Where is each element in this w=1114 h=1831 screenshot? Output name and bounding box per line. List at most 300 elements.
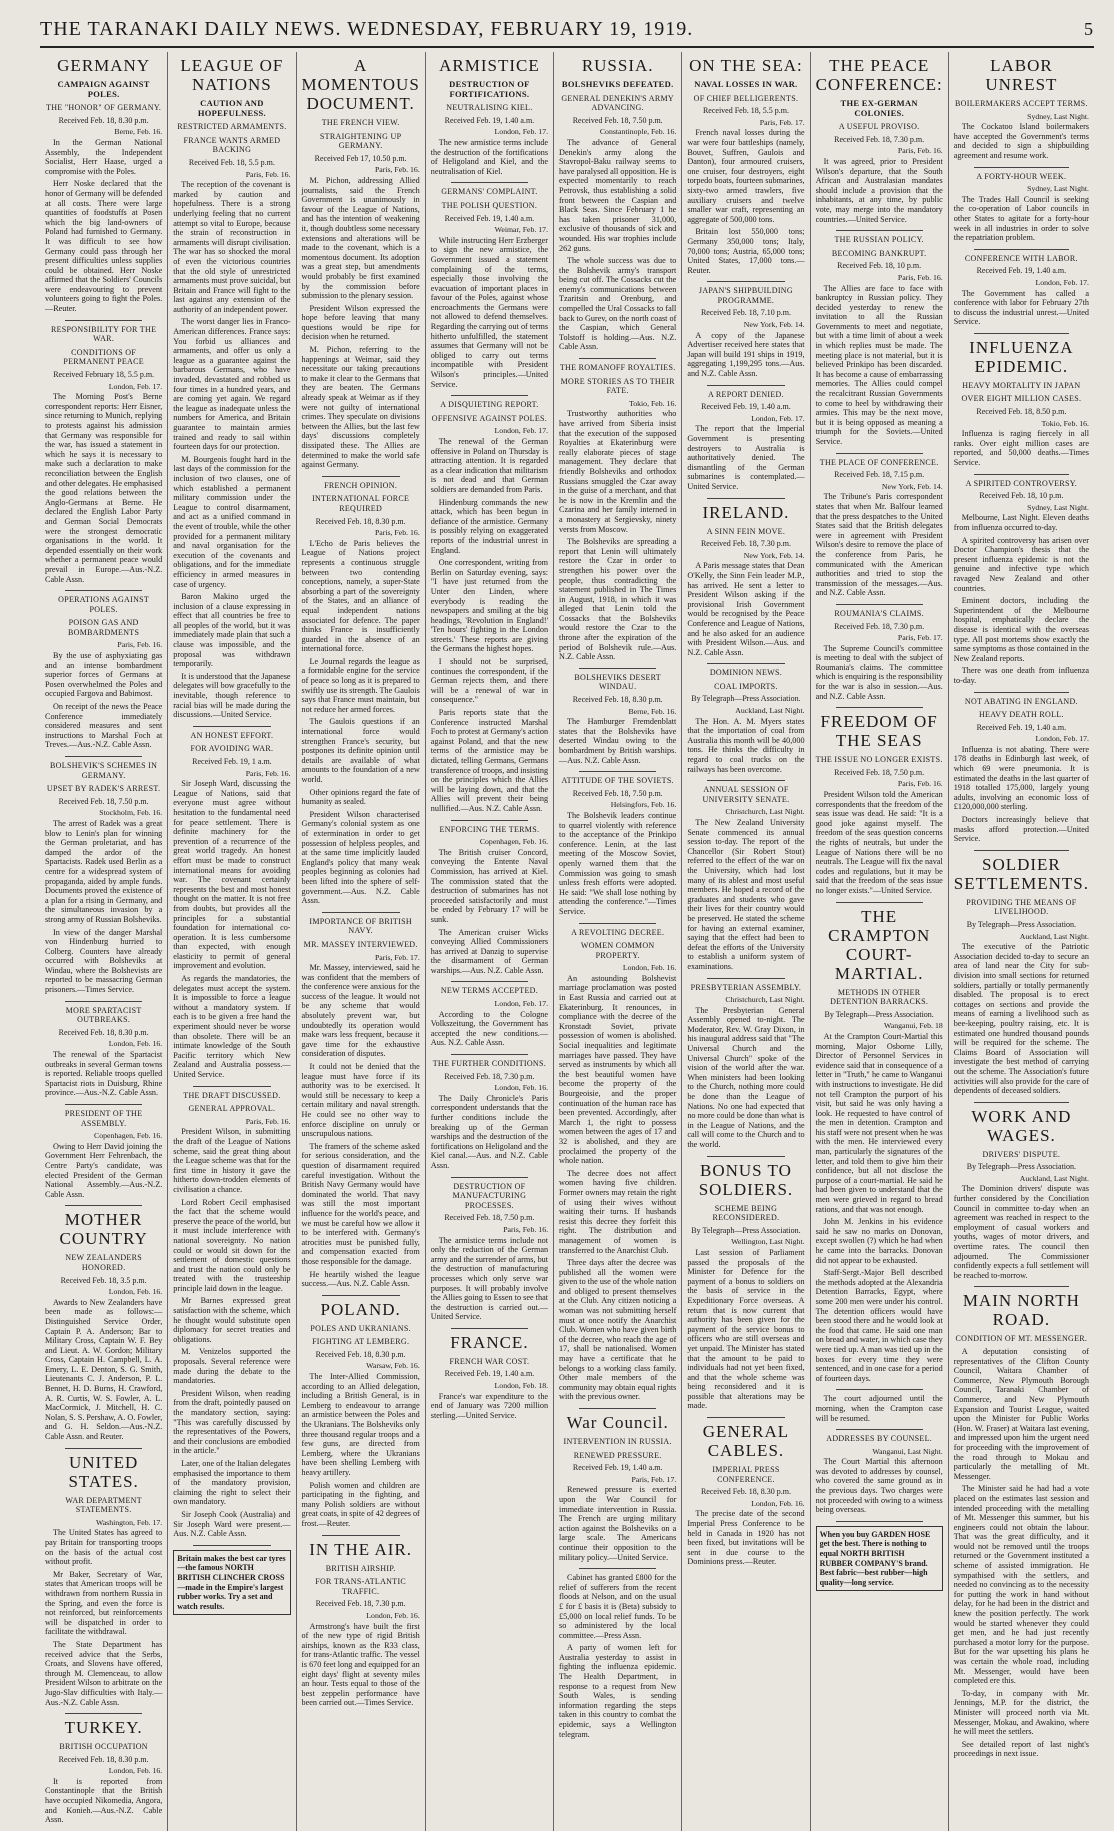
paragraph: In view of the danger Marshal von Hindenburg hurried to Colberg. Counters have already occurred with Bolsheviks at Windau, where the Bolshevists are reported to be massacring German prisoners.—Times Service. [45,927,163,995]
received-line: Received Feb. 18, 7.30 p.m. [834,134,925,144]
newspaper-columns [40,52,1094,1825]
paragraph: It is reported from Constantinople that the British have occupied Nikomedia, Angora, and Konieh.—Aus.-N.Z. Cable Assn. [45,1776,163,1825]
advertisement: When you buy GARDEN HOSE get the best. There is nothing to equal NORTH BRITISH RUBBER COMPANY'S brand. Best fabric—best rubber—high quality—long service. [816,1526,943,1592]
paragraph: Doctors increasingly believe that masks afford protection.—United Service. [953,815,1089,844]
column-7 [811,52,949,1831]
article-section-heading: A SPIRITED CONTROVERSY. [965,478,1078,488]
paragraph: On receipt of the news the Peace Conference immediately considered measures and sent instructions to Marshal Foch at Treves.—Aus.-N.Z. Cable Assn. [45,702,163,750]
dateline: Paris, Feb. 17. [374,952,420,962]
advertisement: Britain makes the best car tyres—the famous NORTH BRITISH CLINCHER CROSS—made in the Empire's largest rubber works. Try a set and watch results. [173,1550,290,1616]
article [45,1718,162,1825]
article-section-heading: OF CHIEF BELLIGERENTS. [693,93,799,103]
article-section-heading: PRESIDENT OF THE ASSEMBLY. [64,1109,143,1128]
article [431,187,548,389]
separator-rule [974,167,1069,168]
paragraph: The Supreme Council's committee is meeting to deal with the subject of Roumania's claims. The committee which is enquiring is the responsibility for the war is also in session.—Aus. and N.Z. Cable Assn. [815,643,943,701]
paragraph: The United States has agreed to pay Britain for transporting troops on the basis of the actual cost without profit. [45,1528,163,1567]
article [816,1526,943,1592]
article [302,56,420,470]
received-line: Received Feb. 18, 7.50 p.m. [444,1213,535,1223]
article-section-subheading: THE POLISH QUESTION. [441,200,538,210]
paragraph: Mr Baker, Secretary of War, states that American troops will be withdrawn from northern Russia in the Spring, and even the force is not reinforced, but reinforcements will be dispatched in order to facilitate the withdrawal. [45,1569,163,1637]
page-number: 5 [1084,19,1094,39]
dateline: Sydney, Last Night. [1027,502,1089,512]
article-subheadline: NAVAL LOSSES IN WAR. [694,79,798,89]
paragraph: The Inter-Allied Commission, according to an Allied delegation, including a British General, is in Lemberg to endeavour to arrange an armistice between the Poles and the Ukranians. The Bolsheviks only three thousand regular troops and a few guns, are directed from Lemberg, where the Ukranians have been shelling Lemberg with heavy artillery. [301,1372,420,1477]
dateline: Warsaw, Feb. 16. [366,1361,420,1371]
separator-rule [65,1448,142,1449]
separator-rule [836,902,923,903]
article [559,1413,676,1562]
article [559,928,676,1403]
dateline: Helsingfors, Feb. 16. [610,800,677,810]
dateline: London, Feb. 16. [366,1610,420,1620]
article-section-heading: CONDITION OF MT. MESSENGER. [955,1334,1088,1344]
article-section-subheading: COAL IMPORTS. [714,681,778,691]
dateline: New York, Feb. 14. [743,550,805,560]
paragraph: The reception of the covenant is marked by caution and hopefulness. There is a strong underlying feeling that no current attempt so vital to Europe, because the strain of reconstruction in armaments will disrupt civilisation. The war has so shocked the moral of even the victorious countries that the old style of unrestricted armaments must prove suicidal, but Britain and France will fight to the last against any extension of the authority of an independent power. [173,180,291,314]
received-line: By Telegraph—Press Association. [966,1162,1077,1172]
paragraph: The Daily Chronicle's Paris correspondent understands that the further conditions include the breaking up of the German warships and the destruction of the fortifications on Heligoland and the Kiel canal.—Aus. and N.Z. Cable Assn. [430,1093,549,1170]
paragraph: The Allies are face to face with bankruptcy in Russian policy. They decided yesterday to renew the invitation to all the Russian Governments to meet and negotiate, but with a time limit of about a week in which replies must be made. The meeting place is not material, but it is believed Prinkipo has been discarded. It has become a cause of embarrassing memories. The Allies could compel the recalcitrant Russian Governments to come to heel by withdrawing their armies. This may be the next move, but it is being opposed as meaning a triumph for the Soviets.—United Service. [815,283,943,446]
separator-rule [974,333,1069,334]
article-headline: UNITED STATES. [68,1452,139,1491]
received-line: Received Feb. 18, 7.30 p.m. [834,621,925,631]
masthead-title: THE TARANAKI DAILY NEWS. WEDNESDAY, FEBRUARY 19, 1919. [40,18,694,40]
received-line: Received Feb. 19, 1.40 a.m. [444,1369,535,1379]
paragraph: The Hamburger Fremdenblatt states that the Bolsheviks have deserted Windau owing to the bombardment by British warships.—Aus. N.Z. Cable Assn. [559,717,677,765]
article-section-subheading: GENERAL APPROVAL. [188,1104,276,1114]
article-section-subheading: MORE STORIES AS TO THEIR FATE. [560,376,675,396]
paragraph: At the Crampton Court-Martial this morning, Major Osborne Lilly, Director of Personnel Services in evidence said that in consequence of a letter in "Truth," he came to Wanganui with instructions to investigate. He did not tell Crampton the purport of his visit, but said he was only having a look. He requested to have control of the men in detention. Crampton and his staff were not present when he was with the men. He interviewed every man, particularly the signatures of the letter, and told them to give him their confidence, but all not disclose the purpose of a court-martial. He said he had been given to understand that the men were grieved in regard to bread rations, and that was not enough. [815,1031,943,1214]
dateline: London, Feb. 17. [494,127,549,137]
received-line: Received Feb. 18, 5.5 p.m. [702,106,789,116]
article-section-heading: ENFORCING THE TERMS. [439,824,540,834]
separator-rule [836,1429,923,1430]
separator-rule [65,590,142,591]
separator-rule [707,498,784,499]
separator-rule [579,668,656,669]
paragraph: The armistice terms include not only the reduction of the German army and the surrender of arms, but the destruction of manufacturing processes which only serve war purposes. It will probably involve the Allies going to Essen to see that the destruction is carried out.—United Service. [430,1235,549,1322]
dateline: Christchurch, Last Night. [725,995,805,1005]
paragraph: The Bolsheviks are spreading a report that Lenin will ultimately restore the Czar in order to strengthen his power over the people, thus contradicting the statement published in The Times in August, 1918, in which it was alleged that Lenin told the Cossacks that the Bolsheviks would restore the Czar to the throne after the expiration of the period of Bolshevik rule.—Aus. N.Z. Cable Assn. [559,537,677,662]
article-section-heading: BRITISH OCCUPATION [59,1742,148,1752]
paragraph: Staff-Sergt.-Major Bell described the methods adopted at the Alexandria Detention Barracks, Egypt, where some 200 men were under his control. The detention officers would have been stood there and he would look at the food that came. He said one man on bread and water, in which case they were tied up. A man was tied up in the boxes for every time they were sentenced, and in one case for a period of fourteen days. [815,1268,943,1383]
article-section-heading: A USEFUL PROVISO. [838,122,920,132]
dateline: London, Feb. 16. [751,1498,805,1508]
article [687,983,804,1150]
separator-rule [322,1295,400,1296]
paragraph: The Trades Hall Council is seeking the co-operation of Labor councils in other States to agitate for a forty-hour week in all industries in order to solve the repatriation problem. [953,194,1089,243]
article-section-heading: OPERATIONS AGAINST POLES. [58,595,150,614]
separator-rule [322,1535,400,1536]
separator-rule [707,1156,784,1157]
article-headline: LABOR UNREST [985,56,1058,94]
separator-rule [65,1205,142,1206]
article-headline: WORK AND WAGES. [971,1106,1072,1145]
separator-rule [65,1713,142,1714]
separator-rule [836,1521,923,1522]
separator-rule [707,281,784,282]
paragraph: Owing to Herr David joining the Government Herr Fehrenbach, the Centre Party's candidate, was elected President of the German National Assembly.—Aus.-N.Z. Cable Assn. [45,1141,163,1199]
paragraph: He heartily wished the league success.—Aus. N.Z. Cable Assn. [301,1269,420,1289]
separator-rule [974,249,1069,250]
paragraph: The Minister said he had had a vote placed on the estimates last session and intended proceeding with the metalling of Mt. Messenger this summer, but his engineers could not obtain the labour. That was the great difficulty, and it would not be removed until the troops returned or the Government instituted a scheme of assisted immigration. He sympathised with the settlers, and needed no convincing as to the necessity for putting the work in hand without delay, for he had been in the district and knew the position perfectly. The work would be started whenever they could get men, and he had just recently purchased a motor lorry for the purpose. But for the war upsetting his plans he was certain the whole road, including Mt. Messenger, would have been completed ere this. [953,1484,1089,1686]
dateline: Weimar, Feb. 17. [494,225,549,235]
article-section-heading: GERMANS' COMPLAINT. [441,187,538,197]
separator-rule [451,1054,528,1055]
article-section-heading: INTERVENTION IN RUSSIA. [563,1437,672,1446]
separator-rule [451,395,528,396]
article [302,1300,420,1529]
received-line: Received Feb. 19, 1.40 a.m. [976,722,1067,732]
article-section-heading: PRESBYTERIAN ASSEMBLY. [690,982,802,992]
paragraph: President Wilson told the American correspondents that the freedom of the seas issue was dead. He said: "It is a good joke against myself. The freedom of the seas question concerns the rights of neutrals, but under the League of Nations there will be no neutrals. The League will fix the naval codes and regulations, but it may be said that the freedom of the seas issue no longer exists."—United Service. [815,790,943,895]
article-section-heading: PROVIDING THE MEANS OF LIVELIHOOD. [966,897,1077,917]
article [816,907,943,1384]
dateline: Wanganui, Last Night. [872,1446,943,1456]
paragraph: An astounding Bolshevist marriage proclamation was posted in East Russia and carried out at Ekaterinburg. It renounces, in compliance with the decree of the Kronstadt Soviet, private possession of women is abolished. Social inequalities and legitimate marriages have passed. They have served as instruments by which all the best beautiful women have become the property of the Bourgeoisie, and the proper continuation of the human race has been prevented. Accordingly, after March 1, the right to possess women between the ages of 17 and 32 is abolished, and they are proclaimed the property of the whole nation. [559,973,677,1166]
paragraph: M. Bourgeois fought hard in the last days of the commission for the inclusion of two clauses, one of which established a permanent military commission under the League to control disarmament, and act as a unified command in the event of trouble, while the other provided for a permanent military and naval organisation for the execution of the covenants and obligations, and for the immediate efficiency in armed measures in case of urgency. [173,454,291,589]
paragraph: The Hon. A. M. Myers states that the importation of coal from Australia this month will be 40,000 tons. He thinks the difficulty in regard to coal trucks on the railways has been overcome. [687,716,805,774]
article [302,481,420,906]
article-section-heading: MORE SPARTACIST OUTBREAKS. [65,1005,142,1025]
column-2 [168,52,296,1831]
paragraph: The renewal of the German offensive in Poland on Thursday is attracting attention. It is regarded as a clear indication that militarism is not dead and that German soldiers are demanded from Paris. [430,437,549,494]
paragraph: Cabinet has granted £800 for the relief of sufferers from the recent floods at Nelson, and on the usual £ for £ basis it is (Beta) subsidy to £5,000 on local relief funds. To be so administered by the local committee.—Press Assn. [559,1573,677,1640]
paragraph: M. Pichon, referring to the happenings at Weimar, said they necessitate our taking precautions to make it clear to the Germans that they are beaten. The Germans already speak at Weimar as if they were not guilty of international crimes. They speculate on divisions between the Allies, but the last few days' discussions completely dissipated these. The Allies are determined to make the world safe against Germany. [301,345,420,470]
paragraph: A party of women left for Australia yesterday to assist in fighting the influenza epidemic. The Health Department, in response to a request from New South Wales, is sending information regarding the steps taken in this country to combat the epidemic, says a Wellington telegram. [559,1643,677,1739]
paragraph: The framers of the scheme asked for serious consideration, and the question of disarmament required careful investigation. Without the British Navy Germany would have dominated the world. That navy was still the most important influence for the world's peace, and we must be careful how we allow it to be interfered with. Germany's atrocities must be punished fully, and compensation exacted from those responsible for the damage. [301,1141,420,1266]
separator-rule [974,1286,1069,1287]
article [954,172,1089,243]
separator-rule [65,1001,142,1002]
dateline: London, Feb. 16. [494,1083,549,1093]
article-section-heading: THE "HONOR" OF GERMANY. [46,103,162,113]
paragraph: The precise date of the second Imperial Press Conference to be held in Canada in 1920 has not been fixed, but invitations will be sent in due course to the Dominions press.—Reuter. [687,1509,805,1567]
paragraph: The Government has called a conference with labor for February 27th to discuss the industrial unrest.—United Service. [953,288,1089,327]
article-section-heading: A DISQUIETING REPORT. [440,400,539,410]
paragraph: Mr Barnes expressed great satisfaction with the scheme, which he thought would substitute open diplomacy for secret treaties and obligations. [173,1296,291,1344]
paragraph: Polish women and children are participating in the fighting, and many Polish soldiers are without great coats, in spite of 42 degrees of frost.—Reuter. [301,1480,420,1528]
article-section-heading: FRENCH OPINION. [324,480,398,490]
separator-rule [451,182,528,183]
received-line: Received Feb. 18, 7.30 p.m. [315,1599,406,1609]
separator-rule [707,780,784,781]
paragraph: M. Pichon, addressing Allied journalists, said the French Government is unanimously in favour of the League of Nations, and has the intention of weakening it, though doubtless some necessary extensions and alterations will be made to the covenant, which is a momentous document. Its adoption was a great step, but amendments would probably be first examined by the commission before submission to the plenary session. [301,175,420,301]
dateline: Wanganui, Feb. 18 [884,1021,943,1031]
article-subheadline: CAMPAIGN AGAINST POLES. [57,79,150,99]
paragraph: The advance of General Denekin's army along the Stavropol-Baku railway seems to have paralysed all opposition. He is expected momentarily to reach Petrovsk, thus establishing a solid front between the Caspian and Black Seas. Since February 1 he has taken prisoner 31,000, exclusive of thousands of sick and wounded. His war trophies include 262 guns. [559,137,677,253]
paragraph: A Paris message states that Dean O'Kelly, the Sinn Fein leader M.P., has arrived. He sent a letter to President Wilson asking if the provisional Irish Government would be recognised by the Peace Conference and League of Nations, and he also asked for an audience with President Wilson.—Aus. and N.Z. Cable Assn. [687,561,805,657]
separator-rule [322,912,400,913]
separator-rule [579,1408,656,1409]
article [816,712,943,895]
article-headline: MOTHER COUNTRY [59,1210,148,1249]
article-section-heading: HEAVY MORTALITY IN JAPAN [962,380,1081,390]
paragraph: As regards the mandatories, the delegates must accept the system. It is impossible to force a league without a mandatory system. If each is to be given a free hand the experiment should never be worse than obsolete. There will be an intimate knowledge of the South Pacific territory which New Zealand and Australia possess.—United Service. [173,974,291,1079]
article-headline: THE PEACE CONFERENCE: [815,56,943,94]
column-3 [297,52,426,1831]
article-subheadline: BOLSHEVIKS DEFEATED. [561,79,674,89]
received-line: Received Feb. 18, 7.50 p.m. [834,767,925,777]
article [302,917,420,1289]
separator-rule [65,320,142,321]
received-line: Received Feb. 18, 8.50 p.m. [976,407,1067,417]
article-section-heading: WAR DEPARTMENT STATEMENTS. [65,1495,142,1515]
article-headline: TURKEY. [64,1718,143,1738]
article [687,503,804,658]
article-subheadline: CAUTION AND HOPEFULNESS. [197,98,266,118]
paragraph: Trustworthy authorities who have arrived from Siberia insist that the execution of the supposed Royalties at Ekaterinburg were really elaborate pieces of stage management. They declare that friendly Bolsheviks and orthodox Russians smuggled the Czar away in the guise of a merchant, and that he is now in the Kremlin and the Czarina and her family interned in a monastery at Sergievsky, ninety versts from Moscow. [559,409,677,534]
received-line: Received Feb 17, 10.50 p.m. [314,153,407,163]
dateline: Paris, Feb. 17. [631,1474,677,1484]
article-section-heading: DRIVERS' DISPUTE. [982,1149,1061,1159]
article-section-heading: A SINN FEIN MOVE. [706,526,786,536]
article-subheadline: DESTRUCTION OF FORTIFICATIONS. [449,79,530,99]
article-section-heading: BOLSHEVIK'S SCHEMES IN GERMANY. [50,761,158,780]
paragraph: The Dominion drivers' dispute was further considered by the Conciliation Council in committee to-day when an agreement was reached in respect to the employment of casual workers and youths, wages of motor drivers, and overtime rates. The council then adjourned. The Commissioner confidently expects a full settlement will be reached to-morrow. [953,1184,1089,1280]
paragraph: The executive of the Patriotic Association decided to-day to secure an area of land near the City for sub-division into small sections for returned soldiers, partially or totally permanently disabled. The proposal is to erect cottages on sections and provide the means of earning a livelihood such as bee-keeping, poultry raising, etc. It is estimated one hundred thousand pounds will be required for the scheme. The Claims Board of Association will investigate the best method of carrying out the scheme. The Association's future activities will also provide for the care of dependents of deceased soldiers. [953,942,1089,1096]
dateline: Paris, Feb. 17. [759,117,805,127]
article-section-heading: A REPORT DENIED. [707,389,784,399]
column-4 [426,52,554,1831]
paragraph: Hindenburg commands the new attack, which has been begun in defiance of the armistice. Germany is possibly relying on exaggerated reports of the industrial unrest in England. [430,497,549,555]
paragraph: President Wilson expressed the hope before leaving that many questions would be ripe for decision when he returned. [301,303,420,342]
dateline: London, Feb. 16. [108,1287,163,1297]
separator-rule [579,1568,656,1569]
paragraph: Renewed pressure is exerted upon the War Council for immediate intervention in Russia. The French are urging military action against the Bolsheviks on a large scale. The Americans continue their opposition to the military policy.—United Service. [559,1485,677,1562]
received-line: Received Feb. 18, 8.30 p.m. [700,1487,791,1497]
dateline: Berne, Feb. 16. [628,706,677,716]
article [45,325,162,584]
dateline: Copenhagen, Feb. 16. [479,837,549,847]
article [816,1434,943,1515]
paragraph: According to the Cologne Volkszeitung, the Government has accepted the new conditions.—Aus. N.Z. Cable Assn. [430,1009,549,1048]
paragraph: Baron Makino urged the inclusion of a clause expressing in effect that all countries be free to all peoples of the world, but it was immediately made plain that such a clause was impossible, and the proposal was withdrawn temporarily. [173,592,291,669]
paragraph: Lord Robert Cecil emphasised the fact that the scheme would preserve the peace of the world, but it must include interference with national sovereignty. No nation could or would sit down for the settlement of domestic questions and trust the nation could only be treated with the trusteeship principle laid down in the league. [173,1197,291,1293]
article-headline: POLAND. [320,1299,401,1319]
paragraph: President Wilson, in submitting the draft of the League of Nations scheme, said the great thing about the League scheme was that for the first time in history it gave the hitherto down-trodden elements of civilisation a chance. [173,1127,291,1194]
masthead [40,18,1094,48]
paragraph: In the German National Assembly, the Independent Socialist, Herr Haase, urged a compromise with the Poles. [45,137,163,176]
paragraph: Sir Joseph Ward, discussing the League of Nations, said that everyone must agree without hesitation to the fundamental need for peace settlement. There is definite machinery for the prevention of a recurrence of the great world tragedy. An honest effort must be made to construct international means for avoiding war. The covenant certainly represents the best and most honest thought on the matter. It is not free from doubts, but provides all the principles for a substantial foundation for international co-operation. It is less cumbersome than expected, with enough elasticity to permit of general improvement and evolution. [173,779,291,971]
article [45,761,162,995]
article [45,595,162,750]
paragraph: It could not be denied that the league must have force if its authority was to be exercised. It would still be necessary to keep a certain military and naval strength. He could see no other way to enforce discipline on unruly or unscrupulous nations. [301,1062,420,1139]
paragraph: The renewal of the Spartacist outbreaks in several German towns is reported. Reliable troops quelled Spartacist riots in Duisburg, Rhine province.—Aus.-N.Z. Cable Assn. [45,1050,163,1098]
separator-rule [836,453,923,454]
dateline: Paris, Feb. 16. [245,169,291,179]
dateline: Auckland, Last Night. [1019,1173,1089,1183]
article-headline: ON THE SEA: [689,56,803,75]
paragraph: M. Venizelos supported the proposals. Several reference were made during the debate to the mandatories. [173,1347,291,1386]
article-headline: GENERAL CABLES. [702,1422,790,1461]
article [173,56,290,720]
article [954,479,1089,686]
paragraph: The report that the Imperial Government is presenting destroyers to Australia is authoritatively denied. The dismantling of the German submarines is contemplated.—United Service. [687,424,805,491]
received-line: Received Feb. 18, 7.30 p.m. [700,539,791,549]
article [954,1291,1089,1759]
received-line: Received Feb. 18, 7.50 p.m. [58,796,149,806]
article-headline: IN THE AIR. [309,1539,413,1559]
article-section-subheading: CONDITIONS OF PERMANENT PEACE [63,347,144,367]
received-line: Received Feb. 18, 8.30 p.m. [58,115,149,125]
article [559,776,676,916]
article [45,1006,162,1098]
received-line: Received Feb. 19, 1.40 a.m. [701,402,791,412]
paragraph: The Bolshevik leaders continue to quarrel violently with reference to the acceptance of the Prinkipo conference. Lenin, at the last meeting of the Moscow Soviet, openly warned them that the Commission was going to smash unless fresh efforts were adopted. He said: "We shall lose nothing by attending the conference."—Times Service. [559,810,677,916]
separator-rule [579,771,656,772]
dateline: London, Feb. 16. [108,1039,163,1049]
dateline: Paris, Feb. 17. [897,633,943,643]
article [687,1161,804,1411]
article-section-heading: FRENCH WAR COST. [449,1356,530,1366]
paragraph: France's war expenditure to the end of January was 7200 million sterling.—United Service. [430,1391,549,1420]
separator-rule [836,604,923,605]
separator-rule [451,1177,528,1178]
separator-rule [974,850,1069,851]
article [431,400,548,813]
paragraph: The arrest of Radek was a great blow to Lenin's plan for winning the German proletariat, and has damped the ardor of the Spartacists. Radek used Berlin as a centre for a widespread system of propaganda, aided by ample funds. Documents proved the existence of a plan for a rising in Germany, and the simultaneous invasion by a strong army of Russian Bolsheviks. [45,818,163,924]
article-subheadline: THE EX-GERMAN COLONIES. [840,98,918,118]
received-line: Received Feb. 18, 3.5 p.m. [60,1275,147,1285]
article-section-heading: SCHEME BEING RECONSIDERED. [712,1203,780,1223]
received-line: Received Feb. 19, 1.40 a.m. [572,1463,663,1473]
paragraph: While instructing Herr Erzberger to sign the new armistice, the Government issued a statement complaining of the terms, especially those involving the evacuation of important places in favour of the Poles, against whose encroachments the Germans were not allowed to defend themselves. Regarding the carrying out of terms hitherto unfulfilled, the statement assumes that Germany will not be obliged to carry out terms incompatible with President Wilson's principles.—United Service. [430,235,549,389]
paragraph: To-day, in company with Mr. Jennings, M.P. for the district, the Minister will proceed north via Mt. Messenger, Mokau, and Awakino, where he will meet the settlers. [953,1688,1089,1737]
article-headline: IRELAND. [702,502,790,522]
article [45,1109,162,1199]
dateline: Paris, Feb. 16. [374,165,420,175]
article-section-heading: GENERAL DENEKIN'S ARMY ADVANCING. [561,93,674,113]
dateline: Stockholm, Feb. 16. [99,808,163,818]
paragraph: Melbourne, Last Night. Eleven deaths from influenza occurred to-day. [953,513,1089,532]
paragraph: John M. Jenkins in his evidence said he saw no marks on Donovan, except swollen (?) which he had when he came into the barracks. Donovan did not appear to be exhausted. [815,1217,943,1265]
article-section-heading: CONFERENCE WITH LABOR. [964,253,1078,263]
separator-rule [579,923,656,924]
separator-rule [193,726,270,727]
article [816,56,943,224]
article [45,56,162,314]
dateline: London, Feb. 17. [1035,277,1089,287]
article [45,1210,162,1441]
separator-rule [193,1086,270,1087]
article-headline: ARMISTICE [439,56,540,75]
dateline: Washington, Feb. 17. [95,1517,163,1527]
separator-rule [974,692,1069,693]
article-section-heading: RESPONSIBILITY FOR THE WAR. [50,324,157,344]
article-headline: BONUS TO SOLDIERS. [698,1160,794,1199]
article [45,1453,162,1707]
dateline: Tokio, Feb. 16. [628,398,677,408]
article-section-subheading: UPSET BY RADEK'S ARREST. [46,784,161,794]
paragraph: The State Department has received advice that the Serbs, Croats, and Slovens have offered, through M. Clemenceau, to allow President Wilson to arbitrate on the Jugo-Slav difficulties with Italy.—Aus.-N.Z. Cable Assn. [45,1639,163,1707]
article-section-heading: THE ISSUE NO LONGER EXISTS. [815,755,943,765]
article-section-heading: A FORTY-HOUR WEEK. [976,171,1067,181]
article-section-subheading: MR. MASSEY INTERVIEWED. [303,939,418,949]
article-section-subheading: OFFENSIVE AGAINST POLES. [431,413,548,423]
article [431,1059,548,1171]
article-section-subheading: FOR AVOIDING WAR. [190,744,274,754]
separator-rule [707,663,784,664]
article-section-heading: NEUTRALISING KIEL. [446,103,533,113]
dateline: Paris, Feb. 16. [245,768,291,778]
received-line: Received Feb. 18, 10 p.m. [979,491,1064,501]
article-section-heading: THE PLACE OF CONFERENCE. [819,457,939,467]
dateline: Paris, Feb. 16. [117,640,163,650]
article-section-heading: ROUMANIA'S CLAIMS. [834,608,924,618]
dateline: New York, Feb. 14. [743,320,805,330]
article-section-heading: AN HONEST EFFORT. [190,730,274,740]
article-section-subheading: STRAIGHTENING UP GERMANY. [319,131,402,151]
paragraph: Mr. Massey, interviewed, said he was confident that the members of the conference were anxious for the success of the league. It would not be any scheme that would absolutely prevent war, but undoubtedly its operation would make wars less frequent, because it gave time for the exhaustive consideration of disputes. [301,963,420,1059]
paragraph: Three days after the decree was published all the women were given to the use of the whole nation and obliged to present themselves at the Club. Any citizen noticing a woman was not submitting herself must at once notify the Anarchist Club. Women who have given birth of the decree, who reach the age of 17, shall be nationalised. Women may have a certificate that he belongs to a working class family. Other male members of the community may obtain equal rights with the previous owner. [559,1258,677,1402]
article [559,1573,676,1739]
paragraph: Later, one of the Italian delegates emphasised the importance to them of the mandatory provision, claiming the right to select their own mandatory. [173,1458,291,1507]
article-section-heading: JAPAN'S SHIPBUILDING PROGRAMME. [698,286,793,305]
separator-rule [579,358,656,359]
dateline: Tokio, Feb. 16. [1041,418,1089,428]
article [302,1540,420,1708]
dateline: Auckland, Last Night. [735,706,805,716]
paragraph: The New Zealand University Senate commenced its annual session to-day. The report of the Chancellor (Sir Robert Stout) referred to the effect of the war on the University, which had lost many of its ablest and most useful members. He hoped a record of the graduates and students who gave their lives for their country would be preserved. He stated the scheme for having an external examiner, saying that the effect had been to defeat the efforts of the University to establish a uniform system of examinations. [687,818,805,971]
article [431,56,548,176]
separator-rule [836,230,923,231]
article [431,1333,548,1421]
separator-rule [451,981,528,982]
dateline: Christchurch, Last Night. [725,807,805,817]
article-section-heading: DESTRUCTION OF MANUFACTURING PROCESSES. [452,1181,527,1210]
article-section-heading: THE FRENCH VIEW. [321,118,400,127]
article-headline: A MOMENTOUS DOCUMENT. [301,56,420,113]
dateline: Berne, Feb. 16. [114,127,163,137]
dateline: London, Feb. 18. [494,1381,549,1391]
article-headline: INFLUENZA EPIDEMIC. [969,337,1074,376]
article-section-heading: RESTRICTED ARMAMENTS. [177,122,287,132]
dateline: Copenhagen, Feb. 16. [94,1131,163,1141]
dateline: Sydney, Last Night. [1027,111,1089,121]
article-headline: RUSSIA. [581,56,654,75]
article-section-heading: NEW ZEALANDERS HONORED. [65,1253,142,1272]
received-line: Received Feb. 18, 8.30 p.m. [315,516,406,526]
article [173,1091,290,1539]
article [954,697,1089,844]
received-line: Received Feb. 18, 7.50 p.m. [572,115,663,125]
received-line: Received February 18, 5.5 p.m. [53,370,155,380]
dateline: London, Feb. 17. [108,381,163,391]
paragraph: Last session of Parliament passed the proposals of the Minister for Defence for the payment of a bonus to soldiers on the basis of service in the Expeditionary Force overseas. A return that is now current that authority has been given for the payment of the service bonus to officers who are still overseas and yet unpaid. The Minister has stated that the amount to be paid to individuals had not yet been fixed, and that the whole scheme was being reconsidered and it is possible that alterations may be made. [687,1247,805,1411]
dateline: New York, Feb. 14. [881,481,943,491]
separator-rule [836,1389,923,1390]
paragraph: A spirited controversy has arisen over Doctor Champion's thesis that the present influenza epidemic is not the genuine and infective type which ravaged New Zealand and other countries. [953,535,1089,593]
article-section-heading: BOLSHEVIKS DESERT WINDAU. [574,672,661,692]
separator-rule [974,474,1069,475]
article-section-heading: NOT ABATING IN ENGLAND. [964,696,1078,706]
article [687,668,804,774]
paragraph: Influenza is raging fiercely in all ranks. Over eight million cases are reported, and 50,000 deaths.—Times Service. [953,429,1089,468]
article-section-heading: THE DRAFT DISCUSSED. [183,1090,281,1100]
paragraph: A deputation consisting of representatives of the Clifton County Council, Waitara Chamber of Commerce, New Plymouth Borough Council, Taranaki Chamber of Commerce, and New Plymouth Expansion and Tourist League, waited upon the Minister for Public Works (Hon. W. Fraser) at Waitara last evening, and impressed upon him the urgent need for proceeding with the improvement of the road through to Mokau and particularly the metalling of Mt. Messenger. [953,1347,1089,1481]
paragraph: The whole success was due to the Bolshevik army's transport being cut off. The Cossacks cut the enemy's communications between Tzaritsin and Orenburg, and compelled the Ural Cossacks to fall back to Gurev, on the north coast of the Caspian, which General Tolstoff is holding.—Aus. N.Z. Cable Assn. [559,256,677,352]
dateline: London, Feb. 17. [494,999,549,1009]
separator-rule [974,1102,1069,1103]
article [559,673,676,765]
separator-rule [193,1545,270,1546]
article-section-subheading: BECOMING BANKRUPT. [831,248,927,258]
article-section-heading: A REVOLTING DECREE. [571,927,665,937]
dateline: Paris, Feb. 16. [897,146,943,156]
